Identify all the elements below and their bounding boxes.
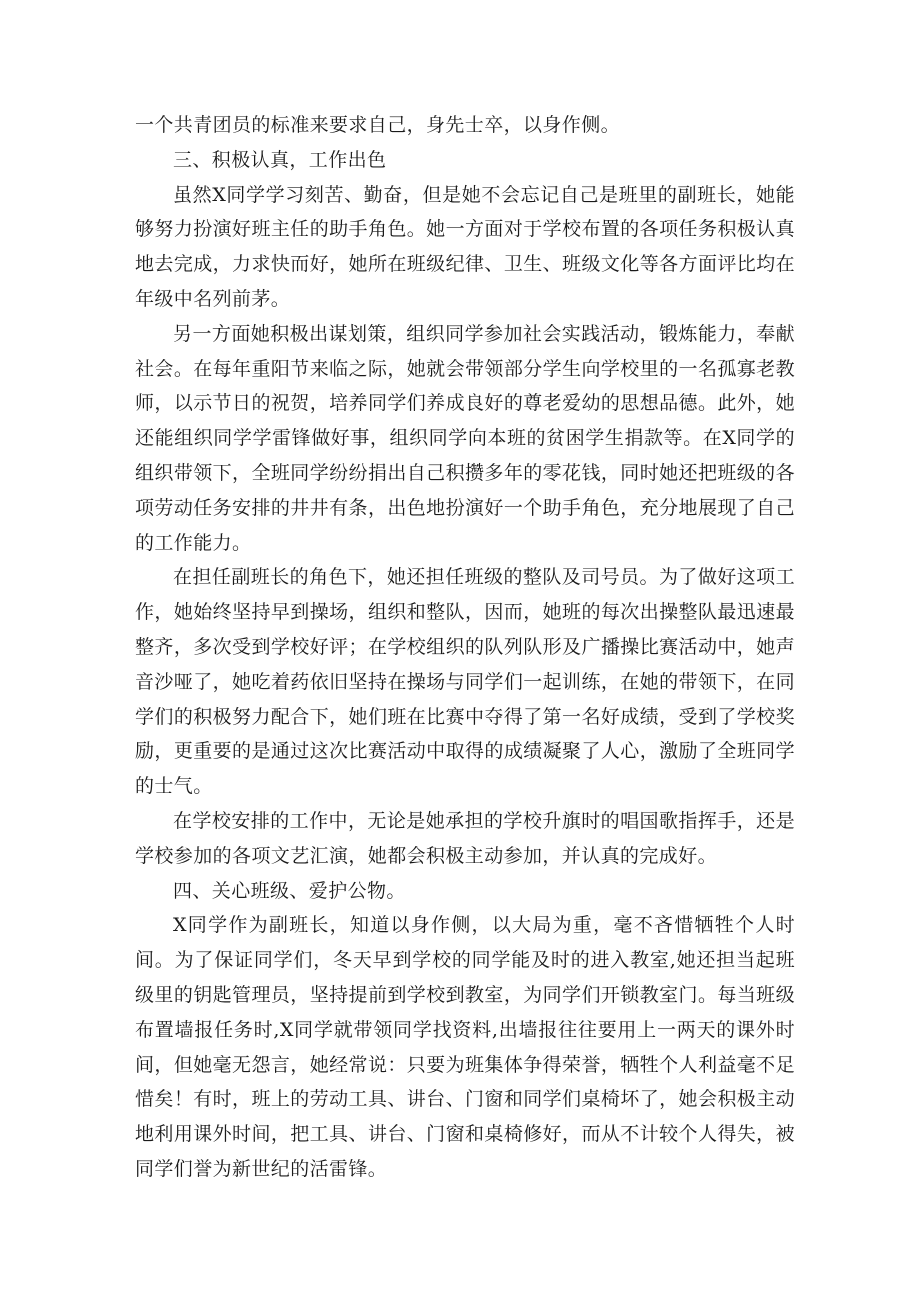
paragraph: 虽然X同学学习刻苦、勤奋，但是她不会忘记自己是班里的副班长，她能够努力扮演好班主任的助手角色。她一方面对于学校布置的各项任务积极认真地去完成，力求快而好，她所在班级纪律、卫生、班级文化等各方面评比均在年级中名列前茅。: [135, 183, 795, 310]
section-heading-3: 三、积极认真，工作出色: [173, 148, 387, 171]
paragraph: 在学校安排的工作中，无论是她承担的学校升旗时的唱国歌指挥手，还是学校参加的各项文艺汇演，她都会积极主动参加，并认真的完成好。: [135, 809, 795, 867]
paragraph: X同学作为副班长，知道以身作侧，以大局为重，毫不吝惜牺牲个人时间。为了保证同学们，冬天早到学校的同学能及时的进入教室,她还担当起班级里的钥匙管理员，坚持提前到学校到教室，为同学们开锁教室门。每当班级布置墙报任务时,X同学就带领同学找资料,出墙报往往要用上一两天的课外时间，但她毫无怨言，她经常说：只要为班集体争得荣誉，牺牲个人利益毫不足惜矣！有时，班上的劳动工具、讲台、门窗和同学们桌椅坏了，她会积极主动地利用课外时间，把工具、讲台、门窗和桌椅修好，而从不计较个人得失，被同学们誉为新世纪的活雷锋。: [135, 914, 795, 1180]
paragraph-continuation: 一个共青团员的标准来要求自己，身先士卒，以身作侧。: [135, 114, 621, 136]
document-body: [135, 108, 795, 1187]
paragraph: 另一方面她积极出谋划策，组织同学参加社会实践活动，锻炼能力，奉献社会。在每年重阳节来临之际，她就会带领部分学生向学校里的一名孤寡老教师，以示节日的祝贺，培养同学们养成良好的尊老爱幼的思想品德。此外，她还能组织同学学雷锋做好事，组织同学向本班的贫困学生捐款等。在X同学的组织带领下，全班同学纷纷捐出自己积攒多年的零花钱，同时她还把班级的各项劳动任务安排的井井有条，出色地扮演好一个助手角色，充分地展现了自己的工作能力。: [135, 322, 795, 554]
section-heading-4: 四、关心班级、爱护公物。: [173, 879, 406, 902]
paragraph: 在担任副班长的角色下，她还担任班级的整队及司号员。为了做好这项工作，她始终坚持早到操场，组织和整队，因而，她班的每次出操整队最迅速最整齐，多次受到学校好评；在学校组织的队列队形及广播操比赛活动中，她声音沙哑了，她吃着药依旧坚持在操场与同学们一起训练，在她的带领下，在同学们的积极努力配合下，她们班在比赛中夺得了第一名好成绩，受到了学校奖励，更重要的是通过这次比赛活动中取得的成绩凝聚了人心，激励了全班同学的士气。: [135, 566, 795, 798]
